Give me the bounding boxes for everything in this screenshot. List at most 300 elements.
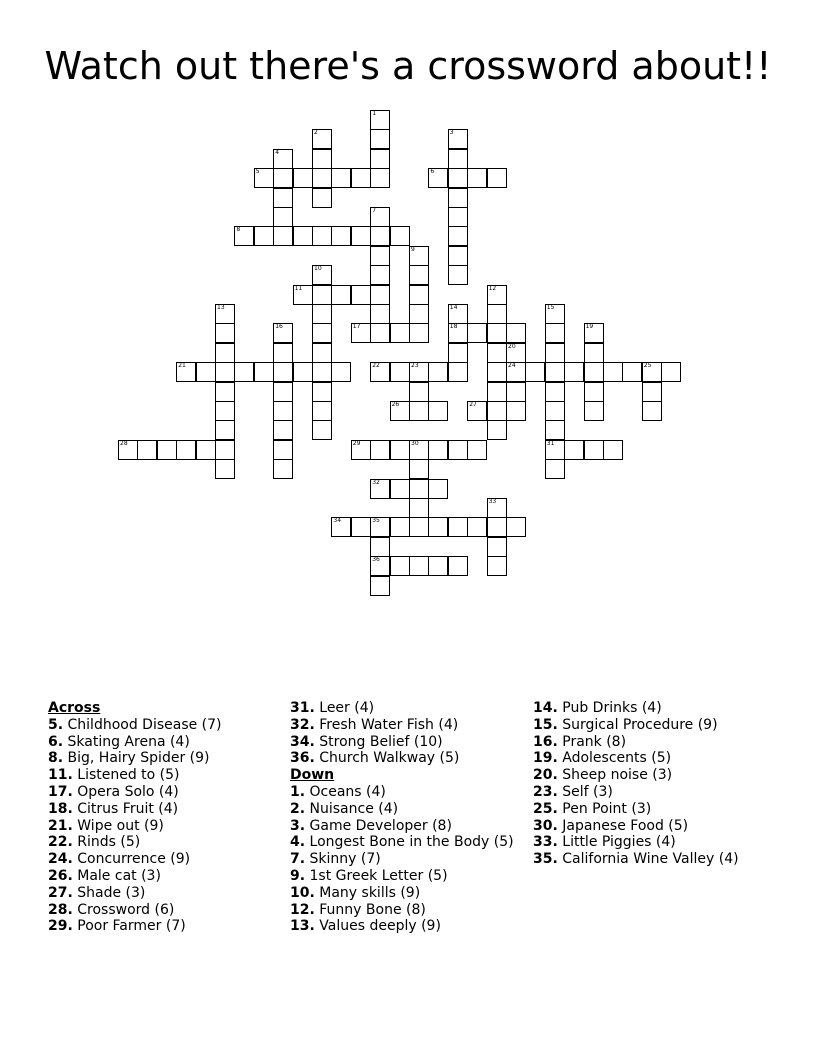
grid-cell[interactable] xyxy=(351,168,371,188)
grid-cell[interactable] xyxy=(390,362,410,382)
across-clue xyxy=(290,700,530,717)
clue-number: 17 xyxy=(352,323,361,331)
grid-cell[interactable] xyxy=(254,362,274,382)
grid-cell[interactable] xyxy=(428,168,448,188)
clue-number: 34 xyxy=(333,517,342,525)
grid-cell[interactable] xyxy=(312,401,332,421)
grid-cell[interactable] xyxy=(487,556,507,576)
grid-cell[interactable] xyxy=(273,149,293,169)
grid-cell[interactable] xyxy=(487,382,507,402)
grid-cell[interactable] xyxy=(370,576,390,596)
clue-number: 23 xyxy=(411,362,419,370)
clue-text: Wipe out (9) xyxy=(72,817,164,834)
clue-number: 16 xyxy=(275,323,283,331)
clue-text: Church Walkway (5) xyxy=(314,750,460,767)
clue-number: 21 xyxy=(178,362,186,370)
clue-number-label: 28. xyxy=(48,901,73,918)
grid-cell[interactable] xyxy=(312,323,332,343)
grid-cell[interactable] xyxy=(642,362,662,382)
clue-number: 29 xyxy=(352,439,361,447)
clue-column-3 xyxy=(533,700,773,868)
page-title: Watch out there's a crossword about!! xyxy=(44,44,772,88)
clue-number: 12 xyxy=(488,284,497,292)
across-clue xyxy=(48,851,288,868)
grid-cell[interactable] xyxy=(157,440,177,460)
grid-cell[interactable] xyxy=(351,517,371,537)
grid-cell[interactable] xyxy=(273,459,293,479)
grid-cell[interactable] xyxy=(273,343,293,363)
grid-cell[interactable] xyxy=(273,226,293,246)
grid-cell[interactable] xyxy=(545,362,565,382)
clue-number-label: 10. xyxy=(290,884,315,901)
down-clue xyxy=(290,851,530,868)
grid-cell[interactable] xyxy=(545,304,565,324)
grid-cell[interactable] xyxy=(409,459,429,479)
grid-cell[interactable] xyxy=(254,226,274,246)
grid-cell[interactable] xyxy=(448,323,468,343)
grid-cell[interactable] xyxy=(428,556,448,576)
clue-number-label: 12. xyxy=(290,901,315,918)
grid-cell[interactable] xyxy=(312,149,332,169)
grid-cell[interactable] xyxy=(467,323,487,343)
grid-cell[interactable] xyxy=(545,459,565,479)
grid-cell[interactable] xyxy=(293,285,313,305)
clue-number-label: 21. xyxy=(48,817,73,834)
grid-cell[interactable] xyxy=(234,226,254,246)
grid-cell[interactable] xyxy=(390,556,410,576)
clue-number-label: 8. xyxy=(48,750,64,767)
grid-cell[interactable] xyxy=(312,226,332,246)
grid-cell[interactable] xyxy=(487,362,507,382)
grid-cell[interactable] xyxy=(409,479,429,499)
clue-number-label: 20. xyxy=(533,767,558,784)
across-clue xyxy=(48,734,288,751)
clue-number: 11 xyxy=(294,284,303,292)
clue-number-label: 19. xyxy=(533,750,558,767)
clue-number: 31 xyxy=(546,439,555,447)
clue-number-label: 4. xyxy=(290,834,306,851)
grid-cell[interactable] xyxy=(603,440,623,460)
clue-text: 1st Greek Letter (5) xyxy=(305,867,448,884)
clue-number-label: 5. xyxy=(48,716,64,733)
grid-cell[interactable] xyxy=(409,323,429,343)
down-heading: Down xyxy=(290,767,335,784)
grid-cell[interactable] xyxy=(448,517,468,537)
clue-text: Game Developer (8) xyxy=(305,817,452,834)
down-clue xyxy=(290,818,530,835)
grid-cell[interactable] xyxy=(351,285,371,305)
across-clue xyxy=(48,918,288,935)
grid-cell[interactable] xyxy=(409,362,429,382)
grid-cell[interactable] xyxy=(428,440,448,460)
clue-number: 35 xyxy=(372,517,380,525)
clue-number: 28 xyxy=(120,439,128,447)
grid-cell[interactable] xyxy=(215,420,235,440)
grid-cell[interactable] xyxy=(487,168,507,188)
grid-cell[interactable] xyxy=(331,168,351,188)
grid-cell[interactable] xyxy=(234,362,254,382)
grid-cell[interactable] xyxy=(487,401,507,421)
grid-cell[interactable] xyxy=(409,401,429,421)
down-clue xyxy=(533,700,773,717)
grid-cell[interactable] xyxy=(312,285,332,305)
grid-cell[interactable] xyxy=(215,343,235,363)
clue-number-label: 18. xyxy=(48,800,73,817)
down-clue xyxy=(290,902,530,919)
grid-cell[interactable] xyxy=(312,265,332,285)
clue-number: 19 xyxy=(585,323,594,331)
clue-text: Self (3) xyxy=(557,783,613,800)
grid-cell[interactable] xyxy=(545,420,565,440)
clue-number: 22 xyxy=(372,362,380,370)
clue-text: Opera Solo (4) xyxy=(72,783,179,800)
down-clue xyxy=(533,717,773,734)
grid-cell[interactable] xyxy=(428,479,448,499)
grid-cell[interactable] xyxy=(215,304,235,324)
grid-cell[interactable] xyxy=(390,226,410,246)
grid-cell[interactable] xyxy=(370,323,390,343)
grid-cell[interactable] xyxy=(448,362,468,382)
grid-cell[interactable] xyxy=(584,440,604,460)
grid-cell[interactable] xyxy=(137,440,157,460)
grid-cell[interactable] xyxy=(467,401,487,421)
grid-cell[interactable] xyxy=(506,382,526,402)
clue-text: Rinds (5) xyxy=(72,834,141,851)
grid-cell[interactable] xyxy=(584,343,604,363)
grid-cell[interactable] xyxy=(448,129,468,149)
grid-cell[interactable] xyxy=(467,440,487,460)
grid-cell[interactable] xyxy=(409,265,429,285)
clue-number: 15 xyxy=(546,304,555,311)
clue-number-label: 26. xyxy=(48,867,73,884)
grid-cell[interactable] xyxy=(584,401,604,421)
clue-number: 13 xyxy=(217,304,225,311)
grid-cell[interactable] xyxy=(564,362,584,382)
clue-text: Citrus Fruit (4) xyxy=(72,800,179,817)
grid-cell[interactable] xyxy=(584,382,604,402)
grid-cell[interactable] xyxy=(176,440,196,460)
grid-cell[interactable] xyxy=(370,207,390,227)
grid-cell[interactable] xyxy=(370,304,390,324)
down-clue xyxy=(533,767,773,784)
clue-number-label: 23. xyxy=(533,783,558,800)
grid-cell[interactable] xyxy=(448,556,468,576)
clue-text: Big, Hairy Spider (9) xyxy=(63,750,210,767)
grid-cell[interactable] xyxy=(506,323,526,343)
grid-cell[interactable] xyxy=(351,323,371,343)
clue-number-label: 33. xyxy=(533,834,558,851)
clue-number-label: 16. xyxy=(533,733,558,750)
clue-text: Leer (4) xyxy=(314,700,375,716)
down-clue xyxy=(533,834,773,851)
grid-cell[interactable] xyxy=(603,362,623,382)
grid-cell[interactable] xyxy=(642,382,662,402)
grid-cell[interactable] xyxy=(506,362,526,382)
clue-number-label: 15. xyxy=(533,716,558,733)
clue-text: Oceans (4) xyxy=(305,783,386,800)
clue-text: Skating Arena (4) xyxy=(63,733,190,750)
clue-number-label: 29. xyxy=(48,918,73,935)
grid-cell[interactable] xyxy=(312,188,332,208)
clue-number: 1 xyxy=(372,110,377,117)
grid-cell[interactable] xyxy=(584,323,604,343)
down-clue xyxy=(533,818,773,835)
grid-cell[interactable] xyxy=(273,207,293,227)
grid-cell[interactable] xyxy=(545,440,565,460)
clue-text: Male cat (3) xyxy=(72,867,161,884)
clue-number: 3 xyxy=(449,129,454,137)
grid-cell[interactable] xyxy=(409,517,429,537)
clue-text: Many skills (9) xyxy=(314,884,421,901)
clue-number: 25 xyxy=(643,362,652,370)
grid-cell[interactable] xyxy=(467,517,487,537)
grid-cell[interactable] xyxy=(642,401,662,421)
grid-cell[interactable] xyxy=(293,168,313,188)
grid-cell[interactable] xyxy=(312,343,332,363)
clue-text: Pen Point (3) xyxy=(557,800,652,817)
grid-cell[interactable] xyxy=(273,420,293,440)
clue-text: Values deeply (9) xyxy=(314,918,441,935)
grid-cell[interactable] xyxy=(409,246,429,266)
grid-cell[interactable] xyxy=(409,285,429,305)
grid-cell[interactable] xyxy=(525,362,545,382)
grid-cell[interactable] xyxy=(273,362,293,382)
clue-text: Strong Belief (10) xyxy=(314,733,443,750)
clue-text: Little Piggies (4) xyxy=(557,834,676,851)
clue-area xyxy=(0,700,816,955)
grid-cell[interactable] xyxy=(448,246,468,266)
clue-number: 7 xyxy=(372,207,377,214)
grid-cell[interactable] xyxy=(273,401,293,421)
down-clue xyxy=(290,784,530,801)
grid-cell[interactable] xyxy=(487,420,507,440)
clue-number: 2 xyxy=(314,129,318,137)
clue-number-label: 36. xyxy=(290,750,315,767)
across-clue xyxy=(48,767,288,784)
clue-number: 20 xyxy=(508,342,516,350)
clue-number-label: 22. xyxy=(48,834,73,851)
down-clue xyxy=(533,801,773,818)
grid-cell[interactable] xyxy=(661,362,681,382)
grid-cell[interactable] xyxy=(370,110,390,130)
clue-text: Nuisance (4) xyxy=(305,800,399,817)
clue-number: 33 xyxy=(488,498,497,505)
grid-cell[interactable] xyxy=(312,420,332,440)
grid-cell[interactable] xyxy=(370,556,390,576)
grid-cell[interactable] xyxy=(506,517,526,537)
clue-number: 32 xyxy=(372,478,380,486)
grid-cell[interactable] xyxy=(351,226,371,246)
grid-cell[interactable] xyxy=(545,401,565,421)
grid-cell[interactable] xyxy=(448,343,468,363)
grid-cell[interactable] xyxy=(370,226,390,246)
clue-number-label: 6. xyxy=(48,733,64,750)
grid-cell[interactable] xyxy=(448,265,468,285)
grid-cell[interactable] xyxy=(312,304,332,324)
across-clue xyxy=(48,717,288,734)
grid-cell[interactable] xyxy=(331,226,351,246)
grid-cell[interactable] xyxy=(545,343,565,363)
clue-text: Longest Bone in the Body (5) xyxy=(305,834,514,851)
grid-cell[interactable] xyxy=(487,537,507,557)
grid-cell[interactable] xyxy=(370,517,390,537)
clue-number-label: 32. xyxy=(290,716,315,733)
grid-cell[interactable] xyxy=(448,168,468,188)
grid-cell[interactable] xyxy=(273,188,293,208)
down-clue xyxy=(533,734,773,751)
grid-cell[interactable] xyxy=(215,323,235,343)
grid-cell[interactable] xyxy=(487,304,507,324)
grid-cell[interactable] xyxy=(118,440,138,460)
grid-cell[interactable] xyxy=(390,440,410,460)
grid-cell[interactable] xyxy=(467,168,487,188)
clue-text: Childhood Disease (7) xyxy=(63,716,222,733)
grid-cell[interactable] xyxy=(487,498,507,518)
grid-cell[interactable] xyxy=(506,401,526,421)
grid-cell[interactable] xyxy=(312,129,332,149)
grid-cell[interactable] xyxy=(370,246,390,266)
grid-cell[interactable] xyxy=(409,440,429,460)
grid-cell[interactable] xyxy=(293,362,313,382)
clue-number-label: 27. xyxy=(48,884,73,901)
grid-cell[interactable] xyxy=(312,168,332,188)
clue-text: Pub Drinks (4) xyxy=(557,700,662,716)
clue-number: 30 xyxy=(411,439,419,447)
grid-cell[interactable] xyxy=(390,479,410,499)
grid-cell[interactable] xyxy=(331,517,351,537)
grid-cell[interactable] xyxy=(273,382,293,402)
grid-cell[interactable] xyxy=(409,382,429,402)
down-clue xyxy=(290,834,530,851)
grid-cell[interactable] xyxy=(428,401,448,421)
grid-cell[interactable] xyxy=(487,285,507,305)
grid-cell[interactable] xyxy=(370,440,390,460)
grid-cell[interactable] xyxy=(215,401,235,421)
grid-cell[interactable] xyxy=(370,285,390,305)
grid-cell[interactable] xyxy=(487,517,507,537)
clue-text: Fresh Water Fish (4) xyxy=(314,716,459,733)
grid-cell[interactable] xyxy=(196,362,216,382)
grid-cell[interactable] xyxy=(293,226,313,246)
grid-cell[interactable] xyxy=(370,129,390,149)
clue-number-label: 25. xyxy=(533,800,558,817)
across-clue xyxy=(48,834,288,851)
clue-number: 5 xyxy=(255,168,260,176)
grid-cell[interactable] xyxy=(370,265,390,285)
grid-cell[interactable] xyxy=(487,343,507,363)
grid-cell[interactable] xyxy=(448,188,468,208)
down-clue xyxy=(533,851,773,868)
across-clue xyxy=(290,750,530,767)
clue-number-label: 31. xyxy=(290,700,315,716)
grid-cell[interactable] xyxy=(448,149,468,169)
grid-cell[interactable] xyxy=(409,556,429,576)
grid-cell[interactable] xyxy=(428,517,448,537)
grid-cell[interactable] xyxy=(312,362,332,382)
across-clue xyxy=(48,902,288,919)
grid-cell[interactable] xyxy=(370,479,390,499)
grid-cell[interactable] xyxy=(273,168,293,188)
across-clue xyxy=(290,717,530,734)
grid-cell[interactable] xyxy=(254,168,274,188)
clue-text: Skinny (7) xyxy=(305,851,381,868)
clue-text: Listened to (5) xyxy=(72,767,180,784)
grid-cell[interactable] xyxy=(215,362,235,382)
down-clue xyxy=(290,868,530,885)
grid-cell[interactable] xyxy=(564,440,584,460)
clue-number-label: 30. xyxy=(533,817,558,834)
grid-cell[interactable] xyxy=(215,459,235,479)
grid-cell[interactable] xyxy=(273,323,293,343)
grid-cell[interactable] xyxy=(390,401,410,421)
clue-number: 36 xyxy=(372,556,380,564)
across-clue xyxy=(48,801,288,818)
grid-cell[interactable] xyxy=(331,362,351,382)
clue-number-label: 14. xyxy=(533,700,558,716)
clue-number: 14 xyxy=(449,304,458,311)
down-clue xyxy=(290,918,530,935)
clue-number-label: 35. xyxy=(533,851,558,868)
clue-column-2 xyxy=(290,700,530,935)
grid-cell[interactable] xyxy=(487,323,507,343)
grid-cell[interactable] xyxy=(370,168,390,188)
clue-text: Japanese Food (5) xyxy=(557,817,689,834)
grid-cell[interactable] xyxy=(331,285,351,305)
clue-column-1 xyxy=(48,700,288,935)
down-clue xyxy=(533,784,773,801)
grid-cell[interactable] xyxy=(622,362,642,382)
clue-text: Surgical Procedure (9) xyxy=(557,716,718,733)
clue-text: Adolescents (5) xyxy=(557,750,672,767)
grid-cell[interactable] xyxy=(448,304,468,324)
grid-cell[interactable] xyxy=(312,382,332,402)
clue-number-label: 24. xyxy=(48,851,73,868)
clue-text: Concurrence (9) xyxy=(72,851,191,868)
grid-cell[interactable] xyxy=(176,362,196,382)
grid-cell[interactable] xyxy=(370,149,390,169)
grid-cell[interactable] xyxy=(370,362,390,382)
grid-cell[interactable] xyxy=(390,323,410,343)
grid-cell[interactable] xyxy=(545,382,565,402)
grid-cell[interactable] xyxy=(390,517,410,537)
clue-number: 24 xyxy=(508,362,516,370)
grid-cell[interactable] xyxy=(506,343,526,363)
clue-number: 18 xyxy=(449,323,458,331)
grid-cell[interactable] xyxy=(370,537,390,557)
clue-number-label: 7. xyxy=(290,851,306,868)
grid-cell[interactable] xyxy=(351,440,371,460)
clue-number: 26 xyxy=(391,401,400,408)
grid-cell[interactable] xyxy=(409,304,429,324)
clue-number-label: 13. xyxy=(290,918,315,935)
grid-cell[interactable] xyxy=(584,362,604,382)
clue-number-label: 11. xyxy=(48,767,73,784)
grid-cell[interactable] xyxy=(215,382,235,402)
across-clue xyxy=(48,868,288,885)
down-clue xyxy=(533,750,773,767)
grid-cell[interactable] xyxy=(196,440,216,460)
grid-cell[interactable] xyxy=(273,440,293,460)
across-clue xyxy=(48,750,288,767)
grid-cell[interactable] xyxy=(545,323,565,343)
grid-cell[interactable] xyxy=(448,440,468,460)
clue-number: 9 xyxy=(411,245,415,253)
grid-cell[interactable] xyxy=(448,226,468,246)
grid-cell[interactable] xyxy=(428,362,448,382)
grid-cell[interactable] xyxy=(409,498,429,518)
grid-cell[interactable] xyxy=(215,440,235,460)
grid-cell[interactable] xyxy=(448,207,468,227)
